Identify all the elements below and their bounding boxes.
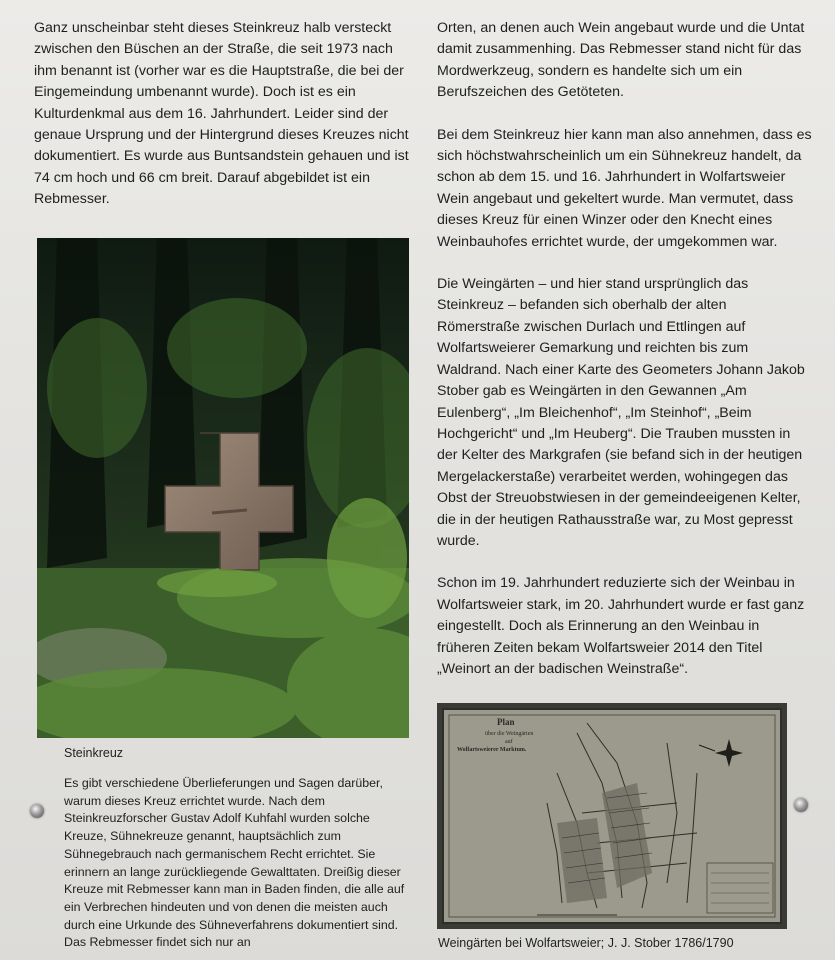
traditions-text: Es gibt verschiedene Überlieferungen und Sagen darüber, warum dieses Kreuz errichtet wurde. Nach dem Steinkreuzforscher Gustav Adolf Kuhfahl wurden solche Kreuze, Sühnekreuze genannt, hauptsächlich zum Sühnegebrauch nach germanischem Recht errichtet. Sie erinnern an lange zurückliegende Gewalttaten. Dreißig dieser Kreuze mit Rebmesser kann man in Baden finden, die alle auf ein Verbrechen hindeuten und von denen die meisten auch durch eine Urkunde des Sühneverfahrens dokumentiert sind. Das Rebmesser findet sich nur an	[64, 776, 405, 950]
photo-caption: Steinkreuz	[64, 746, 124, 760]
screw-icon	[794, 798, 808, 812]
map-caption: Weingärten bei Wolfartsweier; J. J. Stober 1786/1790	[438, 936, 734, 950]
steinkreuz-photo	[37, 238, 409, 738]
map-title-line3: auf	[505, 739, 513, 745]
vineyard-map-image	[437, 703, 787, 929]
right-paragraph: Orten, an denen auch Wein angebaut wurde und die Untat damit zusammenhing. Das Rebmesser stand nicht für das Mordwerkzeug, sondern es handelte sich um ein Berufszeichen des Getöteten.	[437, 20, 805, 101]
intro-paragraph: Ganz unscheinbar steht dieses Steinkreuz halb versteckt zwischen den Büschen an der Straße, die seit 1973 nach ihm benannt ist (vorher war es die Hauptstraße, die bei der Eingemeindung umbenannt wurde). Doch ist es ein Kulturdenkmal aus dem 16. Jahrhundert. Leider sind der genaue Ursprung und der Hintergrund dieses Kreuzes nicht dokumentiert. Es wurde aus Buntsandstein gehauen und ist 74 cm hoch und 66 cm breit. Darauf abgebildet ist ein Rebmesser.	[34, 20, 409, 208]
historic-map	[437, 703, 787, 929]
screw-icon	[30, 804, 44, 818]
right-paragraph: Bei dem Steinkreuz hier kann man also annehmen, dass es sich höchstwahrscheinlich um ein Sühnekreuz handelt, da schon ab dem 15. und 16. Jahrhundert in Wolfartsweier Wein angebaut und gekeltert wurde. Man vermutet, dass dieses Kreuz für einen Winzer oder den Knecht eines Weinbauhofes errichtet wurde, der umgekommen war.	[437, 126, 812, 250]
right-paragraph: Die Weingärten – und hier stand ursprünglich das Steinkreuz – befanden sich oberhalb der alten Römerstraße zwischen Durlach und Ettlingen auf Wolfartsweierer Gemarkung und reichten bis zum Waldrand. Nach einer Karte des Geometers Johann Jakob Stober gab es Weingärten in den Gewannen „Am Eulenberg“, „Im Bleichenhof“, „Im Steinhof“, „Beim Hochgericht“ und „Im Heuberg“. Die Trauben mussten in der Kelter des Markgrafen (sie befand sich in der heutigen Mergelackerstaße) verarbeitet werden, wohingegen das Obst der Streuobstwiesen in der gemeindeeigenen Kelter, die in der heutigen Rathausstraße war, zu Most gepresst wurde.	[437, 276, 805, 549]
right-column-text	[437, 18, 812, 701]
right-paragraph: Schon im 19. Jahrhundert reduzierte sich der Weinbau in Wolfartsweier stark, im 20. Jahrhundert wurde er fast ganz eingestellt. Doch als Erinnerung an den Weinbau in früheren Zeiten bekam Wolfartsweier 2014 den Titel „Weinort an der badischen Weinstraße“.	[437, 575, 805, 677]
map-title-line4: Wolfartsweierer Marktum.	[457, 747, 527, 753]
map-title-line1: Plan	[497, 717, 515, 727]
intro-text	[34, 18, 416, 232]
stone-cross-image	[37, 238, 409, 738]
map-title-line2: über die Weingärten	[485, 731, 534, 737]
